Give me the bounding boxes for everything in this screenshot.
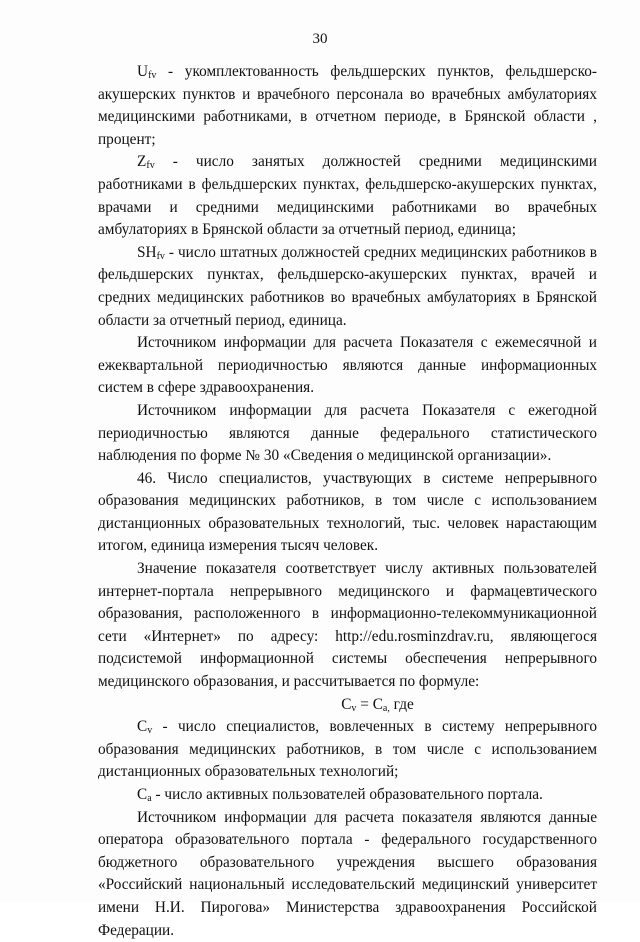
page-number: 30 — [312, 31, 328, 47]
symbol: C — [137, 786, 148, 803]
paragraph-text: - укомплектованность фельдшерских пунктов, фельдшерско-акушерских пунктов и врачебного персонала во врачебных амбулаториях медицинскими работниками, в отчетном периоде, в Брянской области , процент; — [98, 63, 597, 148]
paragraph-ufv-definition — [98, 61, 597, 151]
symbol: C — [137, 718, 148, 736]
symbol-subscript: fv — [156, 250, 165, 262]
paragraph-shfv-definition — [98, 242, 597, 332]
paragraph-indicator-value: Значение показателя соответствует числу активных пользователей интернет-портала непрерывного медицинского и фармацевтического образования, расположенного в информационно-телекоммуникационной сети «Интернет» по адресу: http://edu.rosminzdrav.ru, являющегося подсистемой информационной системы обеспечения непрерывного медицинского образования, и рассчитывается по формуле: — [98, 560, 597, 691]
definition-cv — [98, 716, 597, 784]
paragraph-indicator-46: 46. Число специалистов, участвующих в системе непрерывного образования медицинских работников, в том числе с использованием дистанционных образовательных технологий, тыс. человек нарастающим итогом, единица измерения тысяч человек. — [98, 469, 597, 555]
definition-text: - число активных пользователей образовательного портала. — [151, 786, 543, 803]
symbol-subscript: a — [147, 793, 152, 804]
paragraph-info-source-monthly: Источником информации для расчета Показателя с ежемесячной и ежеквартальной периодичностью являются данные информационных систем в сфере здравоохранения. — [98, 334, 597, 397]
paragraph-portal-operator: Источником информации для расчета показателя являются данные оператора образовательного портала - федерального государственного бюджетного образовательного учреждения высшего образования «Российский национальный исследовательский медицинский университет имени Н.И. Пирогова» Министерства здравоохранения Российской Федерации. — [98, 808, 597, 939]
document-body — [98, 61, 597, 942]
paragraph-text: - число штатных должностей средних медицинских работников в фельдшерских пунктах, фельдшерско-акушерских пунктах, врачей и средних медицинских работников во врачебных амбулаториях в Брянской области за отчетный период, единица. — [98, 243, 597, 329]
definition-ca — [98, 784, 597, 807]
paragraph-zfv-definition — [98, 151, 597, 241]
symbol: Z — [137, 153, 147, 171]
symbol-subscript: v — [147, 725, 153, 737]
symbol-subscript: fv — [148, 70, 157, 81]
symbol: SH — [137, 243, 157, 261]
symbol-subscript: fv — [146, 160, 155, 172]
symbol: U — [137, 63, 149, 80]
paragraph-info-source-annual: Источником информации для расчета Показателя с ежегодной периодичностью являются данные федерального статистического наблюдения по форме № 30 «Сведения о медицинской организации». — [98, 401, 597, 465]
definition-text: - число специалистов, вовлеченных в систему непрерывного образования медицинских работников, в том числе с использованием дистанционных образовательных технологий; — [98, 718, 597, 781]
formula: $C_v = C_{a,}$ где — [341, 695, 414, 714]
paragraph-text: - число занятых должностей средними медицинскими работниками в фельдшерских пунктах, фельдшерско-акушерских пунктах, врачами и средними медицинскими работниками во врачебных амбулаториях в Брянской области за отчетный период, единица; — [98, 153, 597, 239]
